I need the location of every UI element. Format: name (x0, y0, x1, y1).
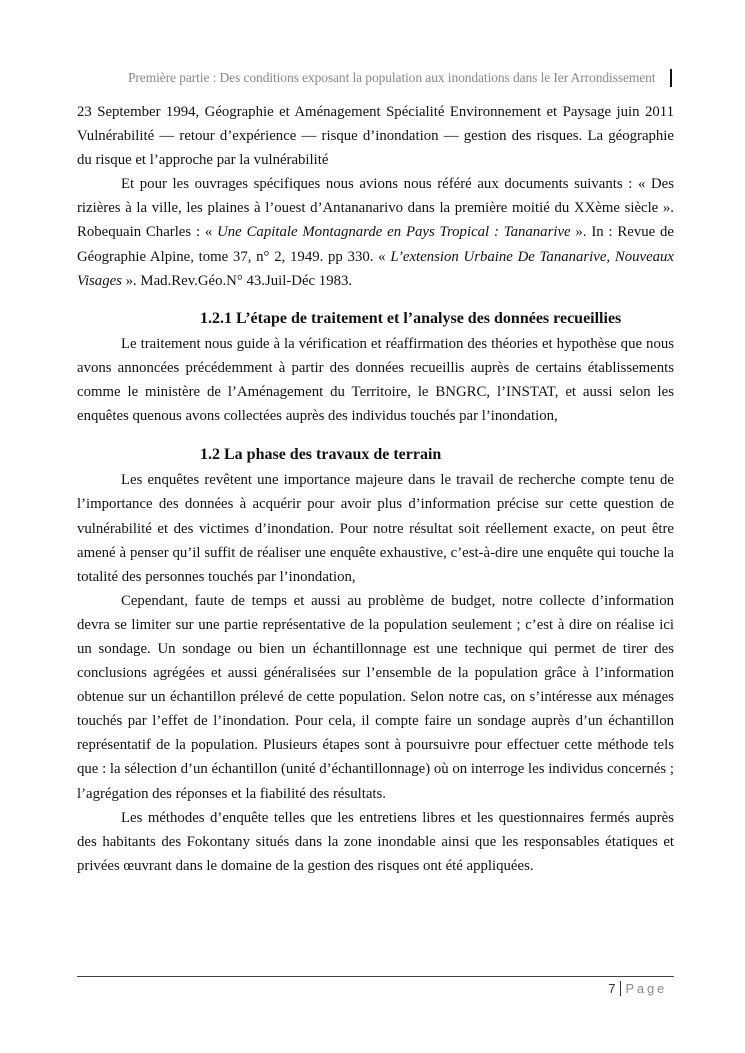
page-footer (608, 981, 667, 996)
p2-text-c: ». Mad.Rev.Géo.N° 43.Juil-Déc 1983. (121, 272, 353, 289)
header-divider (670, 69, 672, 87)
section-heading-1-2: 1.2 La phase des travaux de terrain (200, 446, 442, 464)
footer-separator (620, 981, 621, 996)
paragraph-references: 23 September 1994, Géographie et Aménagement Spécialité Environnement et Paysage juin 2011 Vulnérabilité — retour d’expérience — risque d’inondation — gestion des risques. La géographie du risque et l’approche par la vulnérabilité (77, 104, 674, 169)
running-header: Première partie : Des conditions exposant la population aux inondations dans le Ier Arrondissement (128, 70, 656, 85)
paragraph-sampling: Cependant, faute de temps et aussi au problème de budget, notre collecte d’information devra se limiter sur une partie représentative de la population seulement ; c’est à dire on réalise ici un sondage. Un sondage ou bien un échantillonnage est une technique qui permet de tirer des conclusions agrégées et aussi généralisées sur l’ensemble de la population grâce à l’information obtenue sur un échantillon prélevé de cette population. Selon notre cas, on s’intéresse aux ménages touchés par l’effet de l’inondation. Pour cela, il compte faire un sondage auprès d’un échantillon représentatif de la population. Plusieurs étapes sont à poursuivre pour effectuer cette méthode tels que : la sélection d’un échantillon (unité d’échantillonnage) où on interroge les individus concernés ; l’agrégation des réponses et la fiabilité des résultats. (77, 592, 674, 802)
paragraph-surveys: Les enquêtes revêtent une importance majeure dans le travail de recherche compte tenu de l’importance des données à acquérir pour avoir plus d’information précise sur cette question de vulnérabilité et des victimes d’inondation. Pour notre résultat soit réellement exacte, on peut être amené à penser qu’il suffit de réaliser une enquête exhaustive, c’est-à-dire une enquête qui touche la totalité des personnes touchés par l’inondation, (77, 472, 674, 585)
section-heading-1-2-1: 1.2.1 L’étape de traitement et l’analyse des données recueillies (200, 309, 622, 327)
page-content (77, 100, 674, 878)
p2-title-2: L’extension Urbaine De Tananarive, Nouveaux Visages (77, 248, 675, 289)
page-label: Page (625, 981, 667, 996)
p2-text-a: Et pour les ouvrages spécifiques nous avions nous référé aux documents suivants : « Des rizières à la ville, les plaines à l’ouest d’Antananarivo dans la première moitié du XXème siècle ». Robequain Charles : « (77, 176, 674, 241)
p2-text-b: ». In : Revue de Géographie Alpine, tome 37, n° 2, 1949. pp 330. « (77, 224, 674, 265)
p2-title-1: Une Capitale Montagnarde en Pays Tropical : Tananarive (217, 224, 571, 241)
paragraph-data-processing: Le traitement nous guide à la vérification et réaffirmation des théories et hypothèse que nous avons annoncées précédemment à partir des données recueillis auprès de certains établissements comme le ministère de l’Aménagement du Territoire, le BNGRC, l’INSTAT, et aussi selon les enquêtes quenous avons collectées auprès des individus touchés par l’inondation, (77, 335, 674, 425)
page-number: 7 (608, 981, 616, 996)
footer-divider (77, 976, 674, 977)
paragraph-methods: Les méthodes d’enquête telles que les entretiens libres et les questionnaires fermés auprès des habitants des Fokontany situés dans la zone inondable ainsi que les responsables étatiques et privées œuvrant dans le domaine de la gestion des risques ont été appliquées. (77, 809, 674, 874)
paragraph-specific-works (77, 172, 674, 292)
